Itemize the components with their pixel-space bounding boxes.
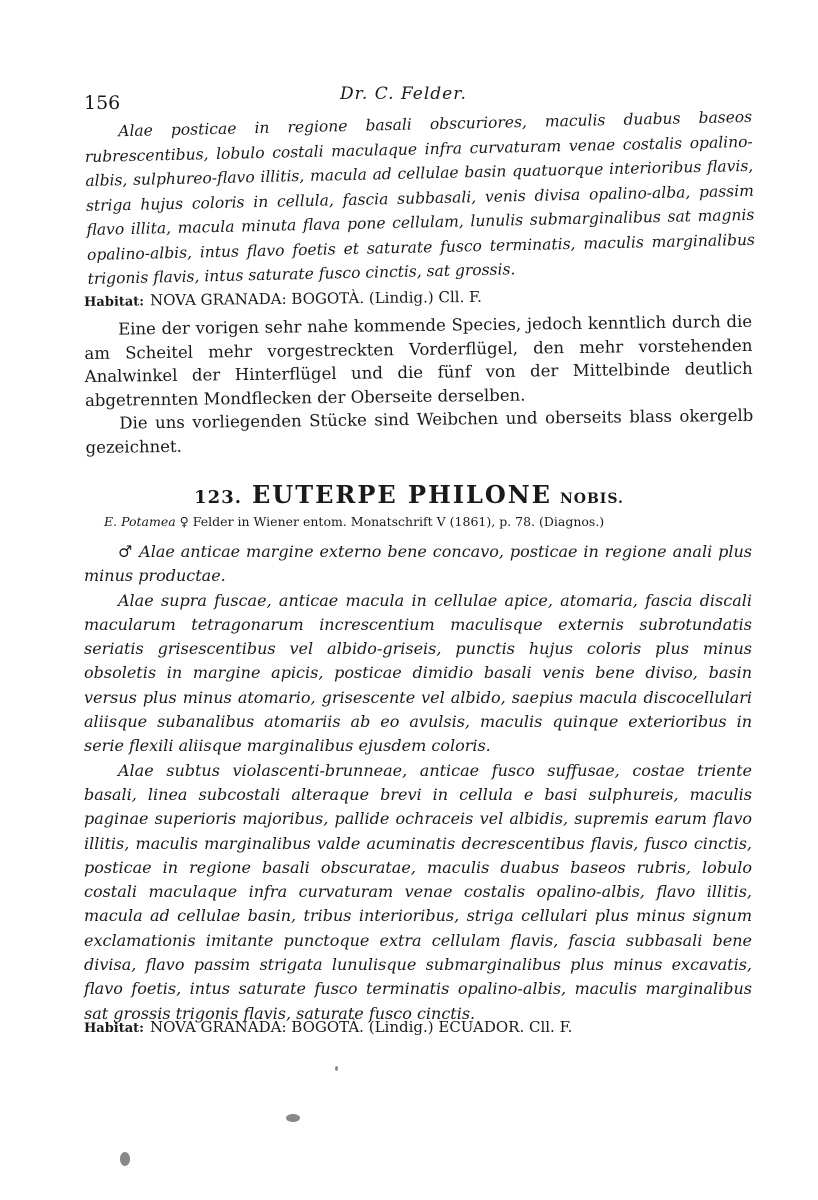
species-number: 123. <box>194 487 242 508</box>
species-author: NOBIS. <box>559 491 624 507</box>
reference-line <box>104 514 754 529</box>
male-symbol: ♂ <box>118 542 134 561</box>
reference-abbrev: E. Potamea <box>104 514 176 529</box>
latin-description-continued: Alae posticae in regione basali obscuriores, maculis duabus baseos rubrescentibus, lobulo costali maculaque infra curvaturam venae costalis opalino-albis, sulphureo-flavo illitis, macula ad cellulae basin quatuorque interioribus flavis, striga hujus coloris in cellula, fascia subbasali, venis divisa opalino-alba, passim flavo illita, macula minuta flava pone cellulam, lunulis submarginalibus sat magnis opalino-albis, intus flavo foetis et saturate fusco terminatis, maculis marginalibus trigonis flavis, intus saturate fusco cinctis, sat grossis. <box>84 107 756 288</box>
description-text: Alae anticae margine externo bene concavo, posticae in regione anali plus minus productae. <box>84 542 753 586</box>
ink-speck <box>120 1152 130 1166</box>
german-paragraph: Eine der vorigen sehr nahe kommende Species, jedoch kenntlich durch die am Scheitel mehr vorgestreckten Vorderflügel, den mehr vorstehenden Analwinkel der Hinterflügel und die fünf von der Mittelbinde deutlich abgetrennten Mondflecken der Oberseite derselben. <box>84 311 753 410</box>
ink-speck <box>286 1114 300 1122</box>
ink-speck <box>335 1066 338 1071</box>
species-description <box>84 540 752 1026</box>
german-commentary <box>84 310 754 459</box>
description-paragraph: Alae subtus violascenti-brunneae, anticae fusco suffusae, costae triente basali, linea subcostali alteraque brevi in cellula e basi sulphureis, maculis paginae superioris majoribus, pallide ochraceis vel albidis, supremis earum flavo illitis, maculis marginalibus valde acuminatis decrescentibus flavis, fusco cinctis, posticae in regione basali obscuratae, maculis duabus baseos rubris, lobulo costali maculaque infra curvaturam venae costalis opalino-albis, flavo illitis, macula ad cellulae basin, tribus interioribus, striga cellulari plus minus signum exclamationis imitante punctoque extra cellulam flavis, fascia subbasali bene divisa, flavo passim strigata lunulisque submarginalibus plus minus excavatis, flavo foetis, intus saturate fusco terminatis opalino-albis, maculis marginalibus sat grossis trigonis flavis, saturate fusco cinctis. <box>84 760 752 1023</box>
species-heading <box>0 480 818 509</box>
habitat-text: NOVA GRANADA: BOGOTÀ. (Lindig.) Cll. F. <box>149 287 483 310</box>
german-paragraph: Die uns vorliegenden Stücke sind Weibchen und oberseits blass okergelb gezeichnet. <box>85 405 754 457</box>
species-name: EUTERPE PHILONE <box>252 480 552 509</box>
female-symbol: ♀ <box>179 514 189 529</box>
running-head: Dr. C. Felder. <box>340 84 467 104</box>
page-number: 156 <box>84 92 121 114</box>
habitat-text: NOVA GRANADA: BOGOTÀ. (Lindig.) ECUADOR. Cll. F. <box>149 1018 573 1036</box>
description-paragraph <box>84 540 752 589</box>
habitat-label: Habitat: <box>84 1021 144 1036</box>
habitat-line <box>84 1018 752 1036</box>
reference-text: Felder in Wiener entom. Monatschrift V (1861), p. 78. (Diagnos.) <box>192 514 605 529</box>
habitat-label: Habitat: <box>84 294 145 310</box>
description-paragraph: Alae supra fuscae, anticae macula in cellulae apice, atomaria, fascia discali macularum tetragonarum increscentium maculisque externis subrotundatis seriatis grisescentibus vel albido-griseis, punctis hujus coloris plus minus obsoletis in margine apicis, posticae dimidio basali venis bene diviso, basin versus plus minus atomario, grisescente vel albido, saepius macula discocellulari aliisque subanalibus atomariis ab eo avulsis, maculis quinque exterioribus in serie flexili aliisque marginalibus ejusdem coloris. <box>84 590 752 756</box>
